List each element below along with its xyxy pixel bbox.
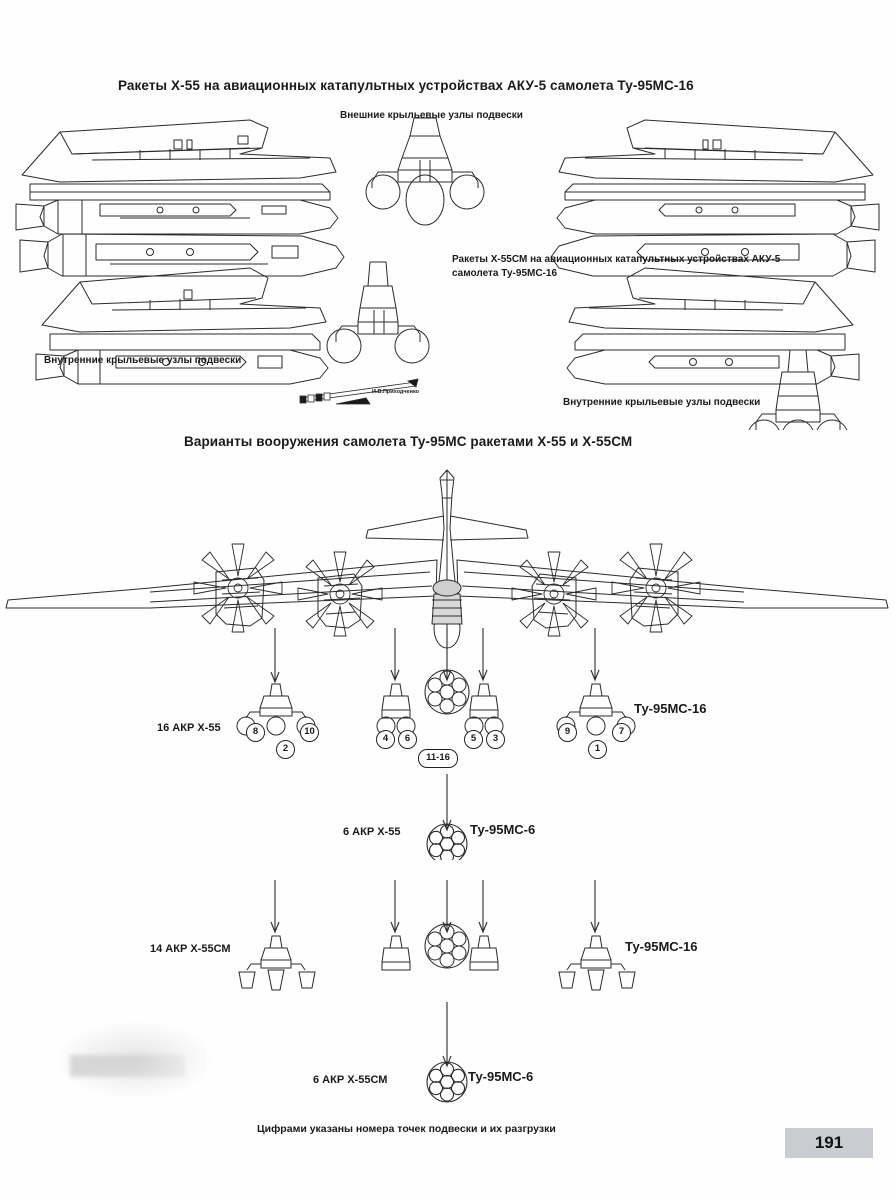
signature-text: И.В.Приходченко [372, 389, 419, 395]
row3-load-diagram [0, 876, 895, 996]
pylon-number-11-16: 11-16 [418, 749, 458, 768]
footnote-text: Цифрами указаны номера точек подвески и их разгрузки [257, 1123, 556, 1135]
row1-left-label: 16 АКР Х-55 [157, 722, 221, 734]
row2-right-label: Ту-95МС-6 [470, 822, 536, 837]
caption-kh55sm-line1: Ракеты Х-55СМ на авиационных катапультных устройствах АКУ-5 [452, 254, 781, 265]
pylon-number-5: 5 [464, 730, 483, 749]
row1-right-label: Ту-95МС-16 [634, 701, 707, 716]
middle-section-title: Варианты вооружения самолета Ту-95МС ракетами Х-55 и Х-55СМ [184, 434, 633, 449]
top-section-title: Ракеты Х-55 на авиационных катапультных устройствах АКУ-5 самолета Ту-95МС-16 [118, 78, 694, 93]
tu95ms-top-view-drawing [0, 468, 895, 688]
row2-load-diagram [380, 770, 520, 860]
pylon-number-3: 3 [486, 730, 505, 749]
caption-kh55sm-line2: самолета Ту-95МС-16 [452, 268, 558, 279]
pylon-number-1: 1 [588, 740, 607, 759]
pylon-number-6: 6 [398, 730, 417, 749]
pylon-number-4: 4 [376, 730, 395, 749]
caption-inner-wing-nodes-right: Внутренние крыльевые узлы подвески [563, 397, 761, 408]
row4-load-diagram [380, 1000, 520, 1105]
row2-left-label: 6 АКР Х-55 [343, 826, 401, 838]
row4-right-label: Ту-95МС-6 [468, 1069, 534, 1084]
row4-left-label: 6 АКР Х-55СМ [313, 1074, 388, 1086]
row1-load-diagram [0, 620, 895, 750]
pylon-number-9: 9 [558, 723, 577, 742]
caption-outer-wing-nodes: Внешние крыльевые узлы подвески [340, 110, 523, 121]
pylon-number-2: 2 [276, 740, 295, 759]
page-number-badge: 191 [785, 1128, 873, 1158]
scan-smudge-bar [70, 1055, 185, 1077]
pylon-number-7: 7 [612, 723, 631, 742]
row3-right-label: Ту-95МС-16 [625, 939, 698, 954]
pylon-number-10: 10 [300, 723, 319, 742]
row3-left-label: 14 АКР Х-55СМ [150, 943, 231, 955]
pylon-number-8: 8 [246, 723, 265, 742]
caption-inner-wing-nodes-left: Внутренние крыльевые узлы подвески [44, 355, 242, 366]
